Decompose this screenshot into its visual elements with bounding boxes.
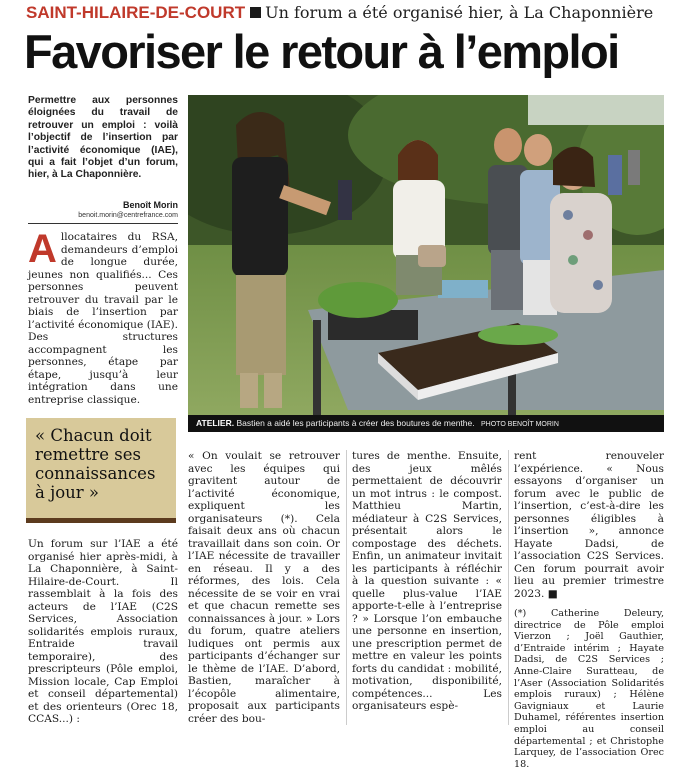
workshop-photo-illustration <box>188 95 664 415</box>
body-column-4 <box>514 450 664 770</box>
column-divider <box>346 450 347 725</box>
headline: Favoriser le retour à l’emploi <box>24 25 619 78</box>
lede-text: llocataires du RSA, demandeurs d’emploi de longue durée, jeunes non qualifiés... Ces personnes peuvent retrouver du travail par le biais de l’insertion par l’activité économique (IAE). Des structures accompagnent les personnes, étape par étape, jusqu’à leur intégration dans une entreprise classique. <box>28 231 178 406</box>
lede-paragraph <box>28 227 178 406</box>
author-email: benoit.morin@centrefrance.com <box>78 212 178 219</box>
column-divider <box>508 450 509 725</box>
caption-text: Bastien a aidé les participants à créer des boutures de menthe. <box>236 418 475 428</box>
caption-label: ATELIER. <box>196 418 235 428</box>
chapo: Permettre aux personnes éloignées du travail de retrouver un emploi : voilà l’objectif de l’insertion par l’activité économique (IAE), qui a fait l’objet d’un forum, hier, à La Chaponnière. <box>28 95 178 181</box>
organizers-credits: (*) Catherine Deleury, directrice de Pôle emploi Vierzon ; Joël Gauthier, d’Entraide intérim ; Hayate Dadsi, de C2S Services ; Anne-Claire Suratteau, de l’Aser (Association Solidarités emplois ruraux) ; Hélène Gavigniaux et Laurie Duhamel, référentes insertion emploi au conseil départemental ; et Christophe Larquey, de l’association Orec 18. <box>514 608 664 770</box>
byline-rule <box>28 223 178 224</box>
body-column-2: « On voulait se retrouver avec les équipes qui gravitent autour de l’activité économique, expliquent les organisateurs (*). Cela faisait deux ans où chacun travaillait dans son coin. Or l’IAE nécessite de travailler en réseau. Il y a des réformes, des lois. Cela nécessite de se voir en vrai et que chacun remette ses connaissances à jour. » Lors du forum, quatre ateliers ludiques ont permis aux participants d’échanger sur le thème de l’IAE. D’abord, Bastien, maraîcher à l’écopôle alimentaire, proposait aux participants créer des bou- <box>188 450 340 725</box>
body-column-1: Un forum sur l’IAE a été organisé hier après-midi, à La Chaponnière, à Saint-Hilaire-de-Court. Il rassemblait à la fois des acteurs de l’IAE (C2S Services, Association solidarités emplois ruraux, Entraide travail temporaire), des prescripteurs (Pôle emploi, Mission locale, Cap Emploi et conseil départemental) et des orienteurs (Orec 18, CCAS...) : <box>28 538 178 725</box>
kicker <box>26 3 653 23</box>
photo-credit: PHOTO BENOÎT MORIN <box>481 421 559 428</box>
square-bullet-icon <box>250 7 261 18</box>
article-photo <box>188 95 664 415</box>
body-column-4-text: rent renouveler l’expérience. « Nous essayons d’organiser un forum avec le public de l’insertion, c’est-à-dire les personnes éligibles à l’insertion », annonce Hayate Dadsi, de l’association C2S Services. Cen forum pourrait avoir lieu au premier trimestre 2023. ■ <box>514 450 664 600</box>
dropcap: A <box>28 227 57 271</box>
kicker-place: SAINT-HILAIRE-DE-COURT <box>26 3 246 22</box>
kicker-deck: Un forum a été organisé hier, à La Chaponnière <box>265 3 654 22</box>
photo-caption <box>188 415 664 432</box>
author-name: Benoît Morin <box>123 200 178 210</box>
body-column-3: tures de menthe. Ensuite, des jeux mêlés permettaient de découvrir un mot intrus : le compost. Matthieu Martin, médiateur à C2S Services, présentait alors le compostage des déchets. Enfin, un animateur invitait les participants à réfléchir à la question suivante : « quelle plus-value l’IAE apporte-t-elle à l’entreprise ? » Lorsque l’on embauche une personne en insertion, une prescription permet de mettre en valeur les points forts du candidat : mobilité, motivation, disponibilité, compétences... Les organisateurs espè- <box>352 450 502 712</box>
pull-quote-bar <box>26 518 176 523</box>
pull-quote: « Chacun doit remettre ses connaissances à jour » <box>26 418 176 518</box>
